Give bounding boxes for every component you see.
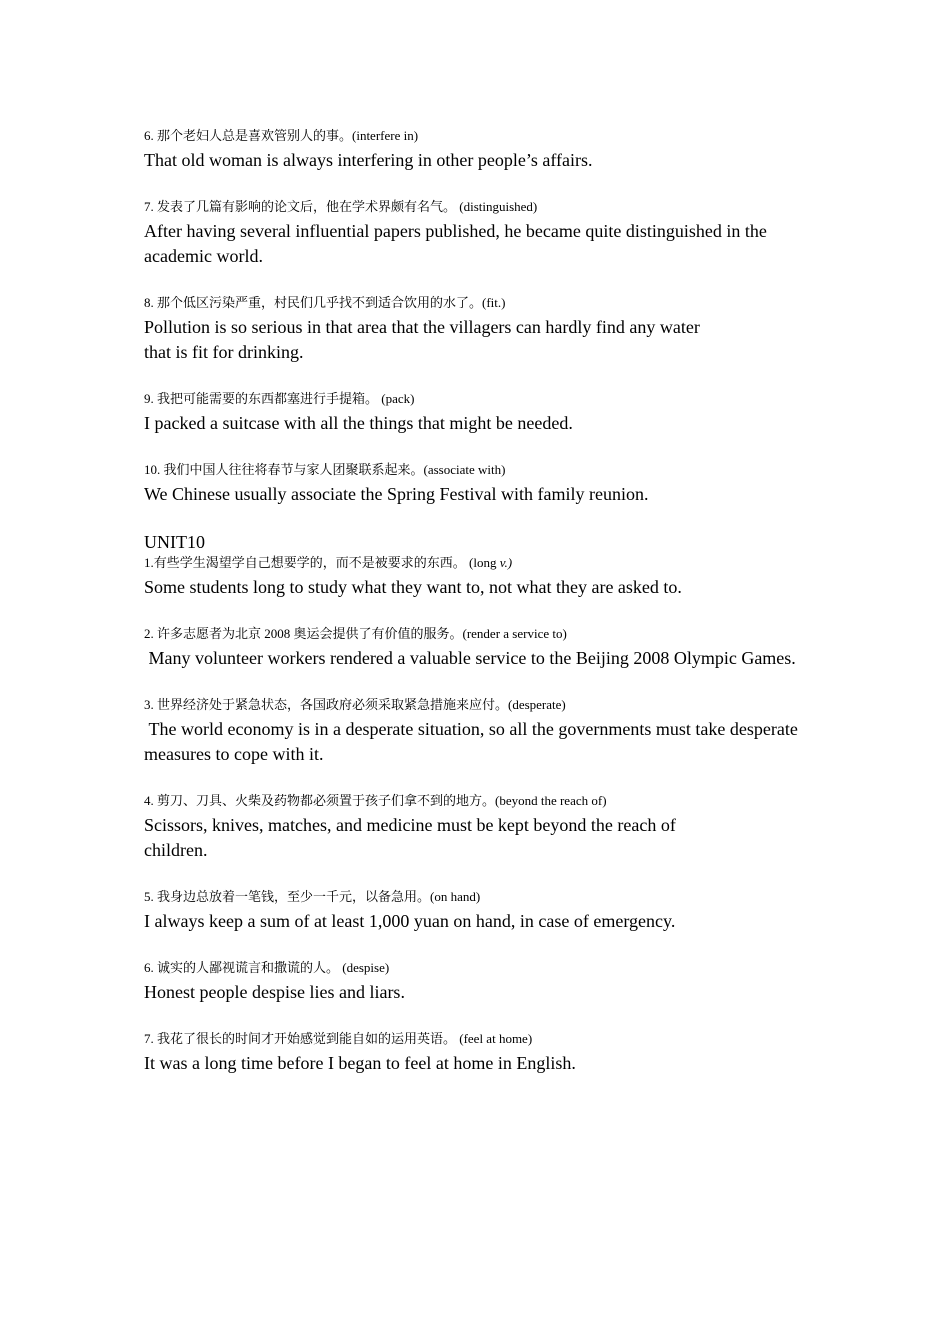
exercise-prompt: 7. 我花了很长的时间才开始感觉到能自如的运用英语。 (feel at home) [144, 1031, 533, 1046]
exercise-item-u10-3 [144, 695, 814, 767]
exercise-item-u10-1 [144, 553, 814, 600]
exercise-item-9 [144, 389, 814, 436]
exercise-answer: I always keep a sum of at least 1,000 yuan on hand, in case of emergency. [144, 911, 676, 931]
exercise-item-8 [144, 293, 814, 365]
document-page [144, 126, 814, 1100]
exercise-prompt: 10. 我们中国人往往将春节与家人团聚联系起来。(associate with) [144, 462, 506, 477]
exercise-prompt: 2. 许多志愿者为北京 2008 奥运会提供了有价值的服务。(render a service to) [144, 626, 567, 641]
exercise-answer: That old woman is always interfering in other people’s affairs. [144, 150, 593, 170]
exercise-answer: It was a long time before I began to feel at home in English. [144, 1053, 576, 1073]
exercise-item-10 [144, 460, 814, 507]
answer-line: that is fit for drinking. [144, 342, 304, 362]
prompt-text: 1.有些学生渴望学自己想要学的，而不是被要求的东西。 (long [144, 555, 500, 570]
exercise-answer [144, 315, 814, 365]
exercise-answer: The world economy is in a desperate situation, so all the governments must take desperate measures to cope with it. [144, 719, 803, 764]
exercise-prompt: 8. 那个低区污染严重，村民们几乎找不到适合饮用的水了。(fit.) [144, 295, 506, 310]
answer-line: Pollution is so serious in that area that the villagers can hardly find any water [144, 317, 700, 337]
exercise-prompt: 6. 诚实的人鄙视谎言和撒谎的人。 (despise) [144, 960, 390, 975]
exercise-prompt: 9. 我把可能需要的东西都塞进行手提箱。 (pack) [144, 391, 415, 406]
exercise-answer: After having several influential papers published, he became quite distinguished in the academic world. [144, 221, 767, 266]
exercise-answer [144, 813, 814, 863]
exercise-prompt: 7. 发表了几篇有影响的论文后，他在学术界颇有名气。 (distinguished) [144, 199, 538, 214]
exercise-item-6 [144, 126, 814, 173]
exercise-item-u10-4 [144, 791, 814, 863]
exercise-answer: I packed a suitcase with all the things that might be needed. [144, 413, 573, 433]
exercise-item-7 [144, 197, 814, 269]
answer-line: Scissors, knives, matches, and medicine must be kept beyond the reach of [144, 815, 676, 835]
exercise-item-u10-6 [144, 958, 814, 1005]
exercise-answer: Some students long to study what they want to, not what they are asked to. [144, 577, 682, 597]
unit-heading: UNIT10 [144, 532, 205, 552]
exercise-item-u10-2 [144, 624, 814, 671]
exercise-prompt: 3. 世界经济处于紧急状态，各国政府必须采取紧急措施来应付。(desperate) [144, 697, 566, 712]
exercise-prompt: 5. 我身边总放着一笔钱，至少一千元，以备急用。(on hand) [144, 889, 481, 904]
exercise-answer: Many volunteer workers rendered a valuable service to the Beijing 2008 Olympic Games. [144, 648, 796, 668]
exercise-answer: We Chinese usually associate the Spring Festival with family reunion. [144, 484, 649, 504]
exercise-item-u10-7 [144, 1029, 814, 1076]
exercise-prompt: 6. 那个老妇人总是喜欢管别人的事。(interfere in) [144, 128, 419, 143]
prompt-italic: v.) [499, 555, 513, 570]
exercise-answer: Honest people despise lies and liars. [144, 982, 405, 1002]
answer-line: children. [144, 840, 208, 860]
exercise-item-u10-5 [144, 887, 814, 934]
exercise-prompt [144, 553, 814, 573]
exercise-prompt: 4. 剪刀、刀具、火柴及药物都必须置于孩子们拿不到的地方。(beyond the reach of) [144, 793, 607, 808]
